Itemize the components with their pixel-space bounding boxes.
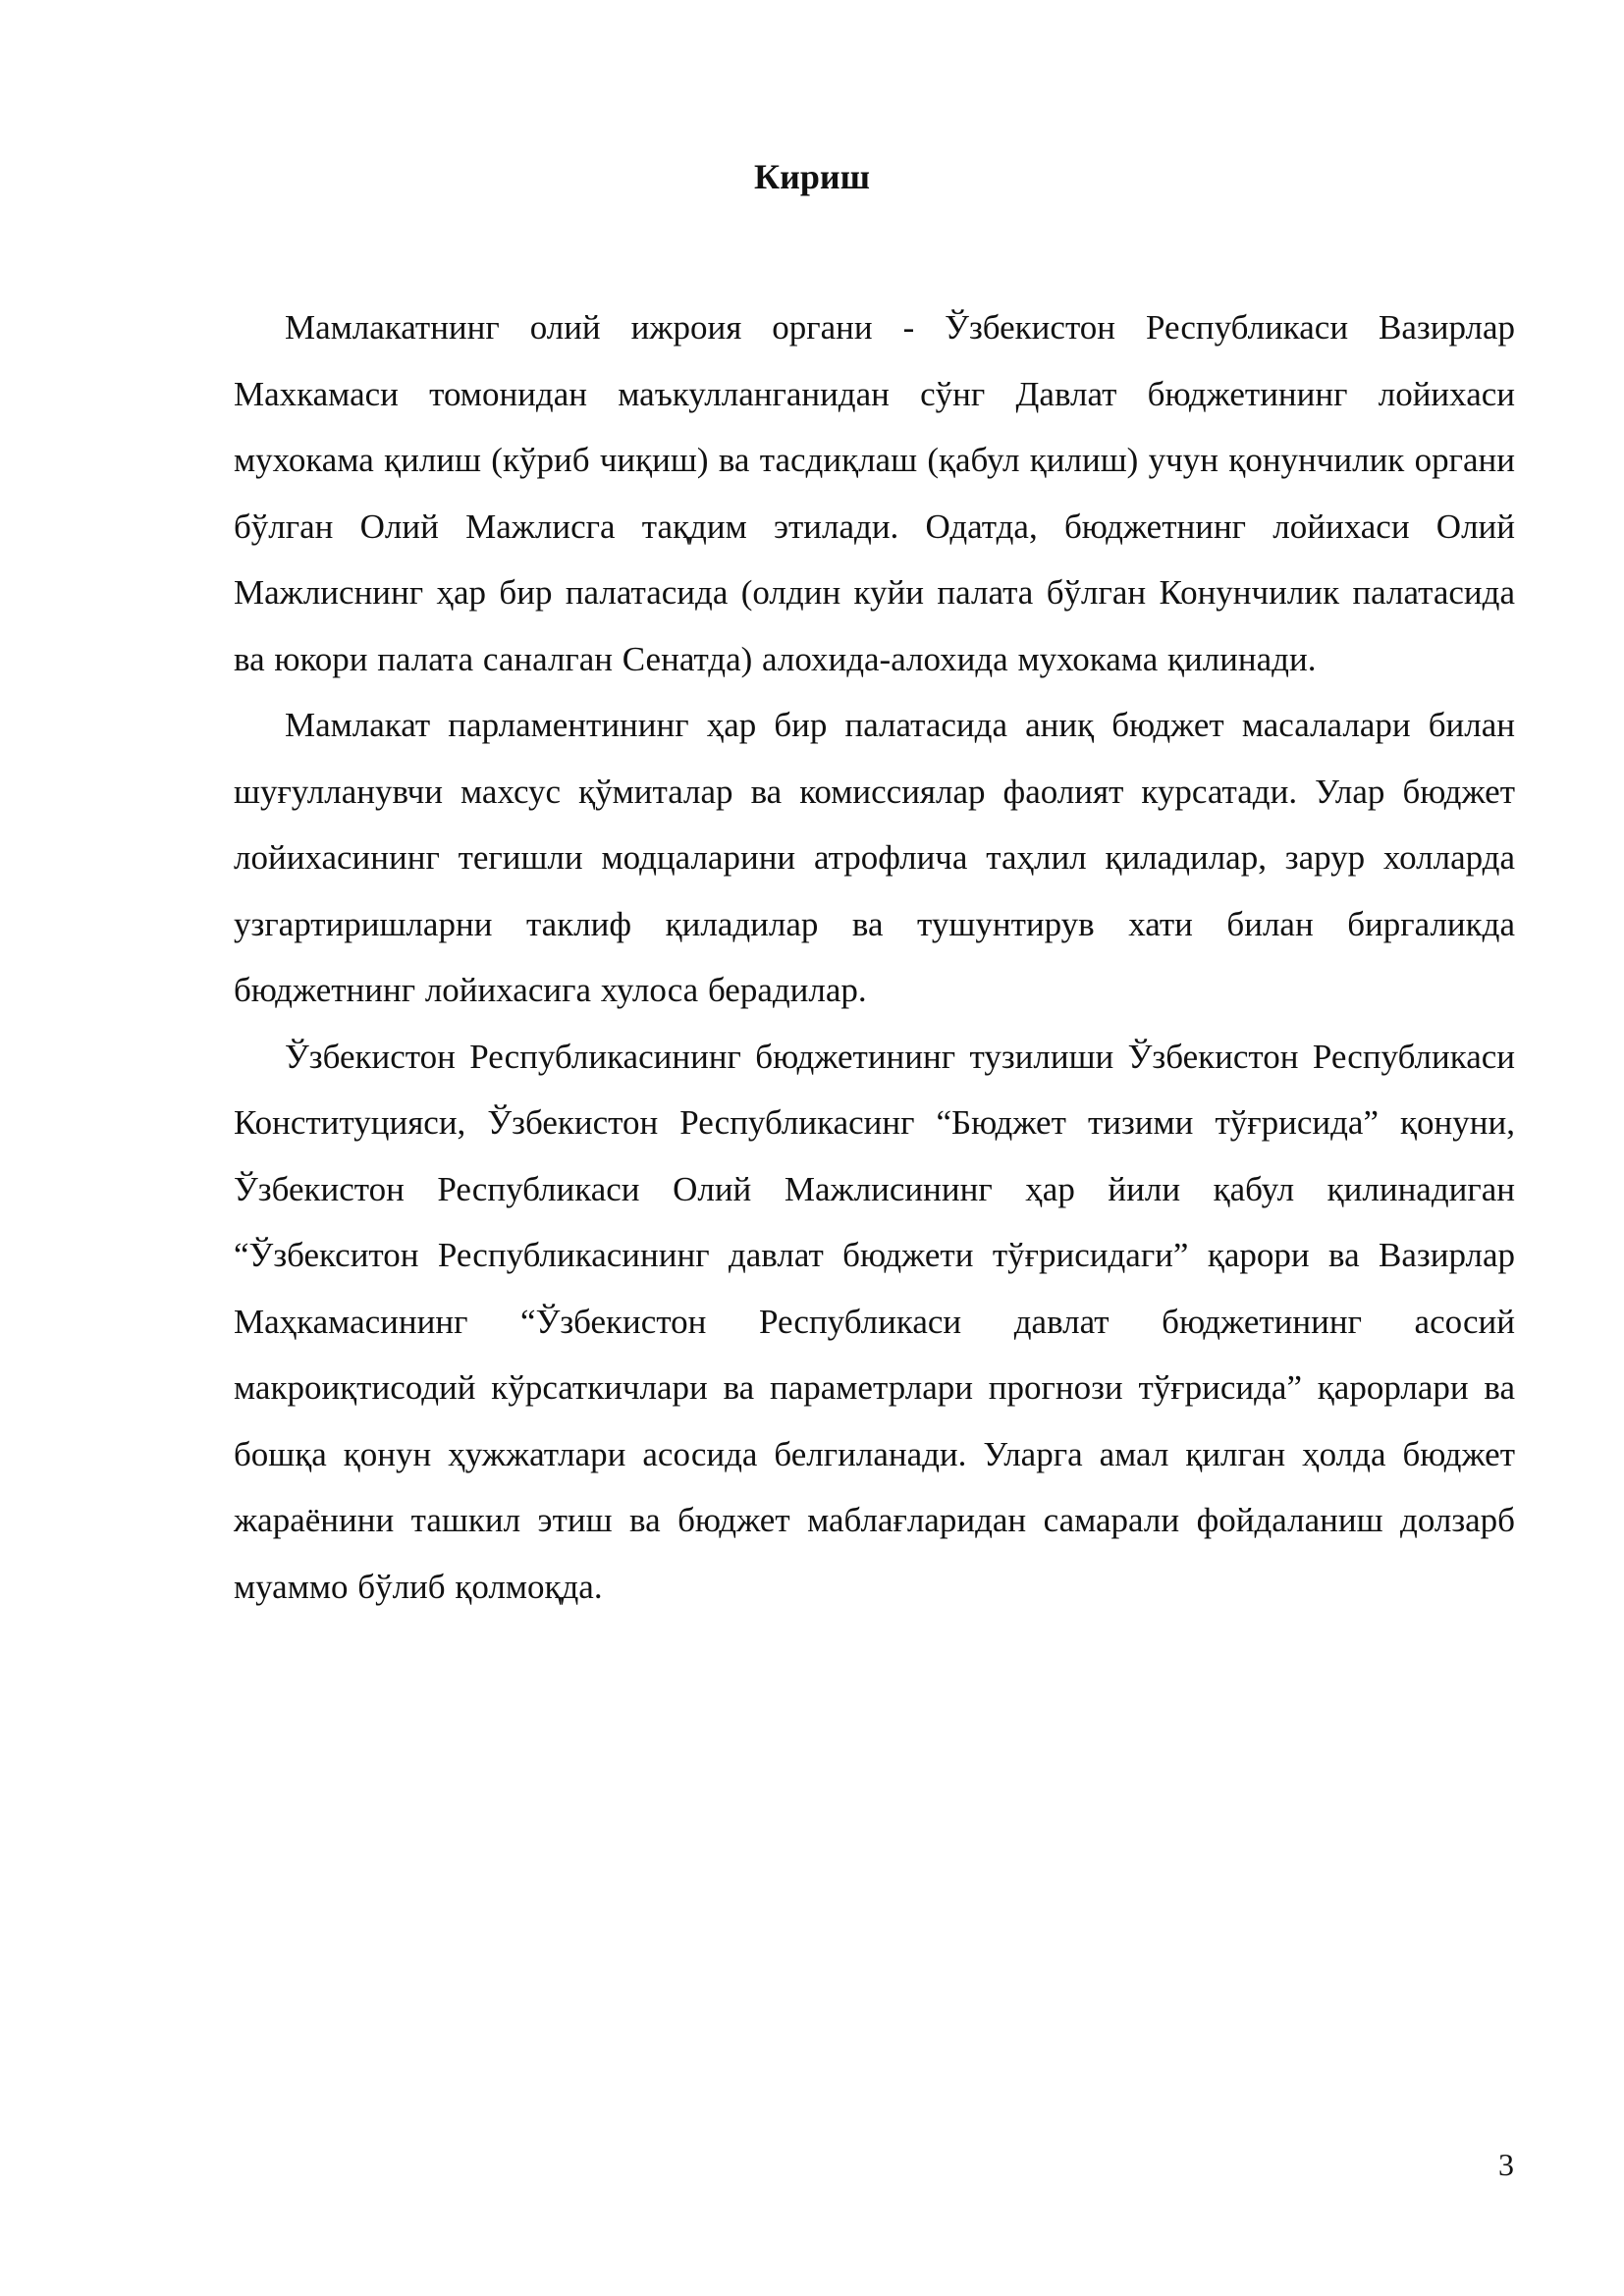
paragraph-2: Мамлакат парламентининг ҳар бир палатасида аниқ бюджет масалалари билан шуғулланувчи махсус қўмиталар ва комиссиялар фаолият курсатади. Улар бюджет лойихасининг тегишли модцаларини атрофлича таҳлил қиладилар, зарур холларда узгартиришларни таклиф қиладилар ва тушунтирув хати билан биргаликда бюджетнинг лойихасига хулоса берадилар. xyxy=(234,706,1515,1009)
page-heading: Кириш xyxy=(753,157,870,196)
page-number: 3 xyxy=(1498,2147,1514,2182)
paragraph-1: Мамлакатнинг олий ижроия органи - Ўзбекистон Республикаси Вазирлар Махкамаси томонидан маъкулланганидан сўнг Давлат бюджетининг лойихаси мухокама қилиш (кўриб чиқиш) ва тасдиқлаш (қабул қилиш) учун қонунчилик органи бўлган Олий Мажлисга тақдим этилади. Одатда, бюджетнинг лойихаси Олий Мажлиснинг ҳар бир палатасида (олдин куйи палата бўлган Конунчилик палатасида ва юкори палата саналган Сенатда) алохида-алохида мухокама қилинади. xyxy=(234,308,1515,678)
paragraph-3: Ўзбекистон Республикасининг бюджетининг тузилиши Ўзбекистон Республикаси Конституцияси, Ўзбекистон Республикасинг “Бюджет тизими тўғрисида” қонуни, Ўзбекистон Республикаси Олий Мажлисининг ҳар йили қабул қилинадиган “Ўзбекситон Республикасининг давлат бюджети тўғрисидаги” қарори ва Вазирлар Маҳкамасининг “Ўзбекистон Республикаси давлат бюджетининг асосий макроиқтисодий кўрсаткичлари ва параметрлари прогнози тўғрисида” қарорлари ва бошқа қонун ҳужжатлари асосида белгиланади. Уларга амал қилган ҳолда бюджет жараёнини ташкил этиш ва бюджет маблағларидан самарали фойдаланиш долзарб муаммо бўлиб қолмоқда. xyxy=(234,1037,1515,1606)
document-body xyxy=(234,294,1515,1620)
